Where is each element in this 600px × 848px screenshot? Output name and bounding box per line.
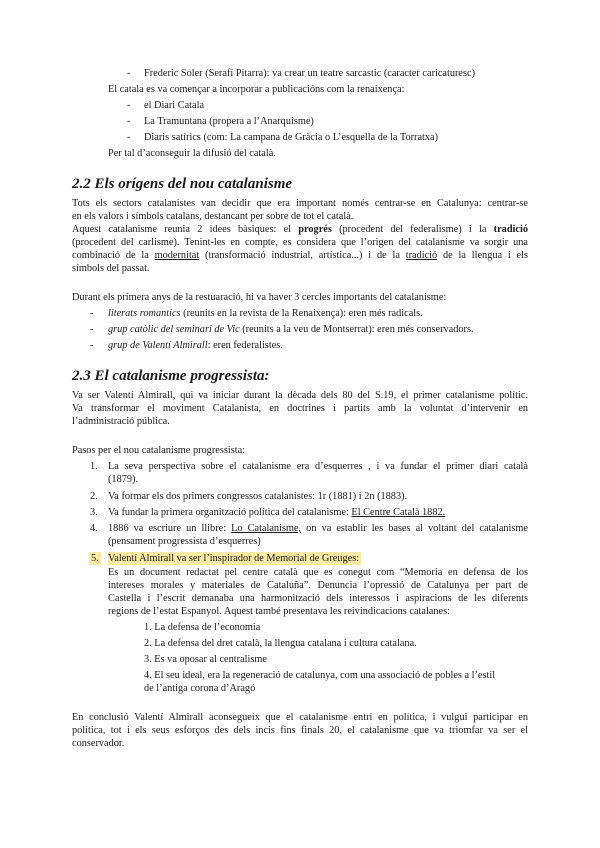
numbered-item-cont: (1879).: [108, 474, 139, 485]
paragraph-line: Es un document redactat pel centre català que es conegut com “Memoria en defensa de los: [108, 567, 528, 578]
bullet-dash: -: [90, 340, 94, 351]
underlined-lo-catalanisme: Lo Catalanisme,: [231, 523, 302, 534]
underlined-centre-catala: El Centre Català 1882.: [351, 507, 446, 518]
sub-item: 4. El seu ideal, era la regeneració de catalunya, com una associació de pobles a l’estil: [144, 670, 496, 681]
paragraph-line: (procedent del carlisme). Tenint-les en compte, es considera que l’origen del catalanisme va sorgir una: [72, 237, 528, 248]
paragraph-line: Castella i l’escrit demanaba una harmonització dels interessos i aspiracions de les diferents: [108, 593, 528, 604]
paragraph-line: Aquest catalanisme reunia 2 idees bàsiques: el progrés (procedent del federalisme) i la tradició: [72, 224, 528, 235]
numbered-item: Va fundar la primera organització política del catalanisme: El Centre Català 1882.: [108, 507, 446, 518]
list-number: 2.: [90, 491, 98, 502]
bullet-dash: -: [90, 308, 94, 319]
list-item-cercle-1: literats romantics (reunits en la revista de la Renaixença): eren més radicals.: [108, 308, 423, 319]
keyword-progres: progrés: [298, 224, 332, 235]
list-item: el Diari Catala: [144, 100, 205, 111]
bullet-dash: -: [90, 324, 94, 335]
numbered-item: Va formar els dos primers congressos catalanistes: 1r (1881) i 2n (1883).: [108, 491, 408, 502]
paragraph-line: En conclusió Valentí Almirall aconsegueix que el catalanisme entri en política, i vulgui participar en: [72, 712, 528, 723]
highlighted-item: Valentí Almirall va ser l’inspirador de Memorial de Greuges:: [108, 553, 360, 564]
bullet-dash: -: [127, 100, 131, 111]
paragraph-line: Tots els sectors catalanistes van decidir que era important només centrar-se en Catalunya: centrar-se: [72, 198, 528, 209]
numbered-item: La seva perspectiva sobre el catalanisme era d’esquerres , i va fundar el primer diari català: [108, 461, 528, 472]
list-item-cercle-3: grup de Valentí Almirall: eren federalistes.: [108, 340, 283, 351]
list-item: La Tramuntana (propera a l’Anarquisme): [144, 116, 314, 127]
list-item-soler: Frederic Soler (Serafí Pitarra): va crear un teatre sarcastic (caracter caricaturesc): [144, 68, 476, 79]
underlined-tradicio: tradició: [405, 250, 438, 261]
paragraph-line: combinació de la modernitat (transformació industrial, artística...) i de la tradició de la llengua i els: [72, 250, 528, 261]
sub-item: 1. La defensa de l’economia: [144, 622, 261, 633]
sub-item-cont: de l’antiga corona d’Aragó: [144, 683, 256, 694]
sub-item: 3. Es va oposar al centralisme: [144, 654, 267, 665]
list-number: 3.: [90, 507, 98, 518]
paragraph-line: símbols del passat.: [72, 263, 150, 274]
section-heading-2-2: 2.2 Els orígens del nou catalanisme: [72, 176, 293, 192]
paragraph-line: Pasos per el nou catalanisme progressista:: [72, 445, 246, 456]
paragraph-line: Va ser Valentí Almirall, qui va iniciar durant la dècada dels 80 del S.19, el primer catalanisme polític.: [72, 390, 528, 401]
list-number: 1.: [90, 461, 98, 472]
text-line-premsa: El catala es va començar a incorporar a publicacións com la renaixença:: [108, 84, 405, 95]
numbered-item-cont: (pensament progressista d’esquerres): [108, 536, 261, 547]
paragraph-line: política, tot i els seus esforços des dels incis fins finals 20, el catalanisme que va triomfar va ser el: [72, 725, 528, 736]
paragraph-line: regions de l’estat Espanyol. Aquest també presentava les reivindicacions catalanes:: [108, 606, 450, 617]
paragraph-line: en els valors i símbols catalans, destancant per sobre de tot el català.: [72, 211, 354, 222]
bullet-dash: -: [127, 132, 131, 143]
paragraph-line: Va transformar el moviment Catalanista, en doctrines i partits amb la voluntat d’intervenir en: [72, 403, 528, 414]
section-heading-2-3: 2.3 El catalanisme progressista:: [72, 368, 270, 384]
paragraph-line: Durant els primera anys de la restuaració, hi va haver 3 cercles importants del catalanisme:: [72, 292, 447, 303]
keyword-tradicio: tradició: [493, 224, 528, 235]
paragraph-line: l’administració pública.: [72, 416, 170, 427]
sub-item: 2. La defensa del dret català, la llengua catalana i cultura catalana.: [144, 638, 417, 649]
underlined-modernitat: modernitat: [154, 250, 200, 261]
list-item: Diaris satírics (com: La campana de Gràcia o L’esquella de la Torratxa): [144, 132, 439, 143]
list-item-cercle-2: grup catòlic del seminari de Vic (reunits a la veu de Montserrat): eren més conservadors.: [108, 324, 474, 335]
paragraph-line: conservador.: [72, 738, 125, 749]
paragraph-line: intereses morales y materiales de Cataluña”. Denuncia l’opressió de Catalunya per part de: [108, 580, 528, 591]
numbered-item: 1886 va escriure un llibre: Lo Catalanisme, on va establir les bases al voltant del catalanisme: [108, 523, 528, 534]
bullet-dash: -: [127, 68, 131, 79]
bullet-dash: -: [127, 116, 131, 127]
text-line-difusio: Per tal d’aconseguir la difusió del català.: [108, 148, 276, 159]
list-number: 4.: [90, 523, 98, 534]
list-number-highlighted: 5.: [91, 553, 99, 564]
